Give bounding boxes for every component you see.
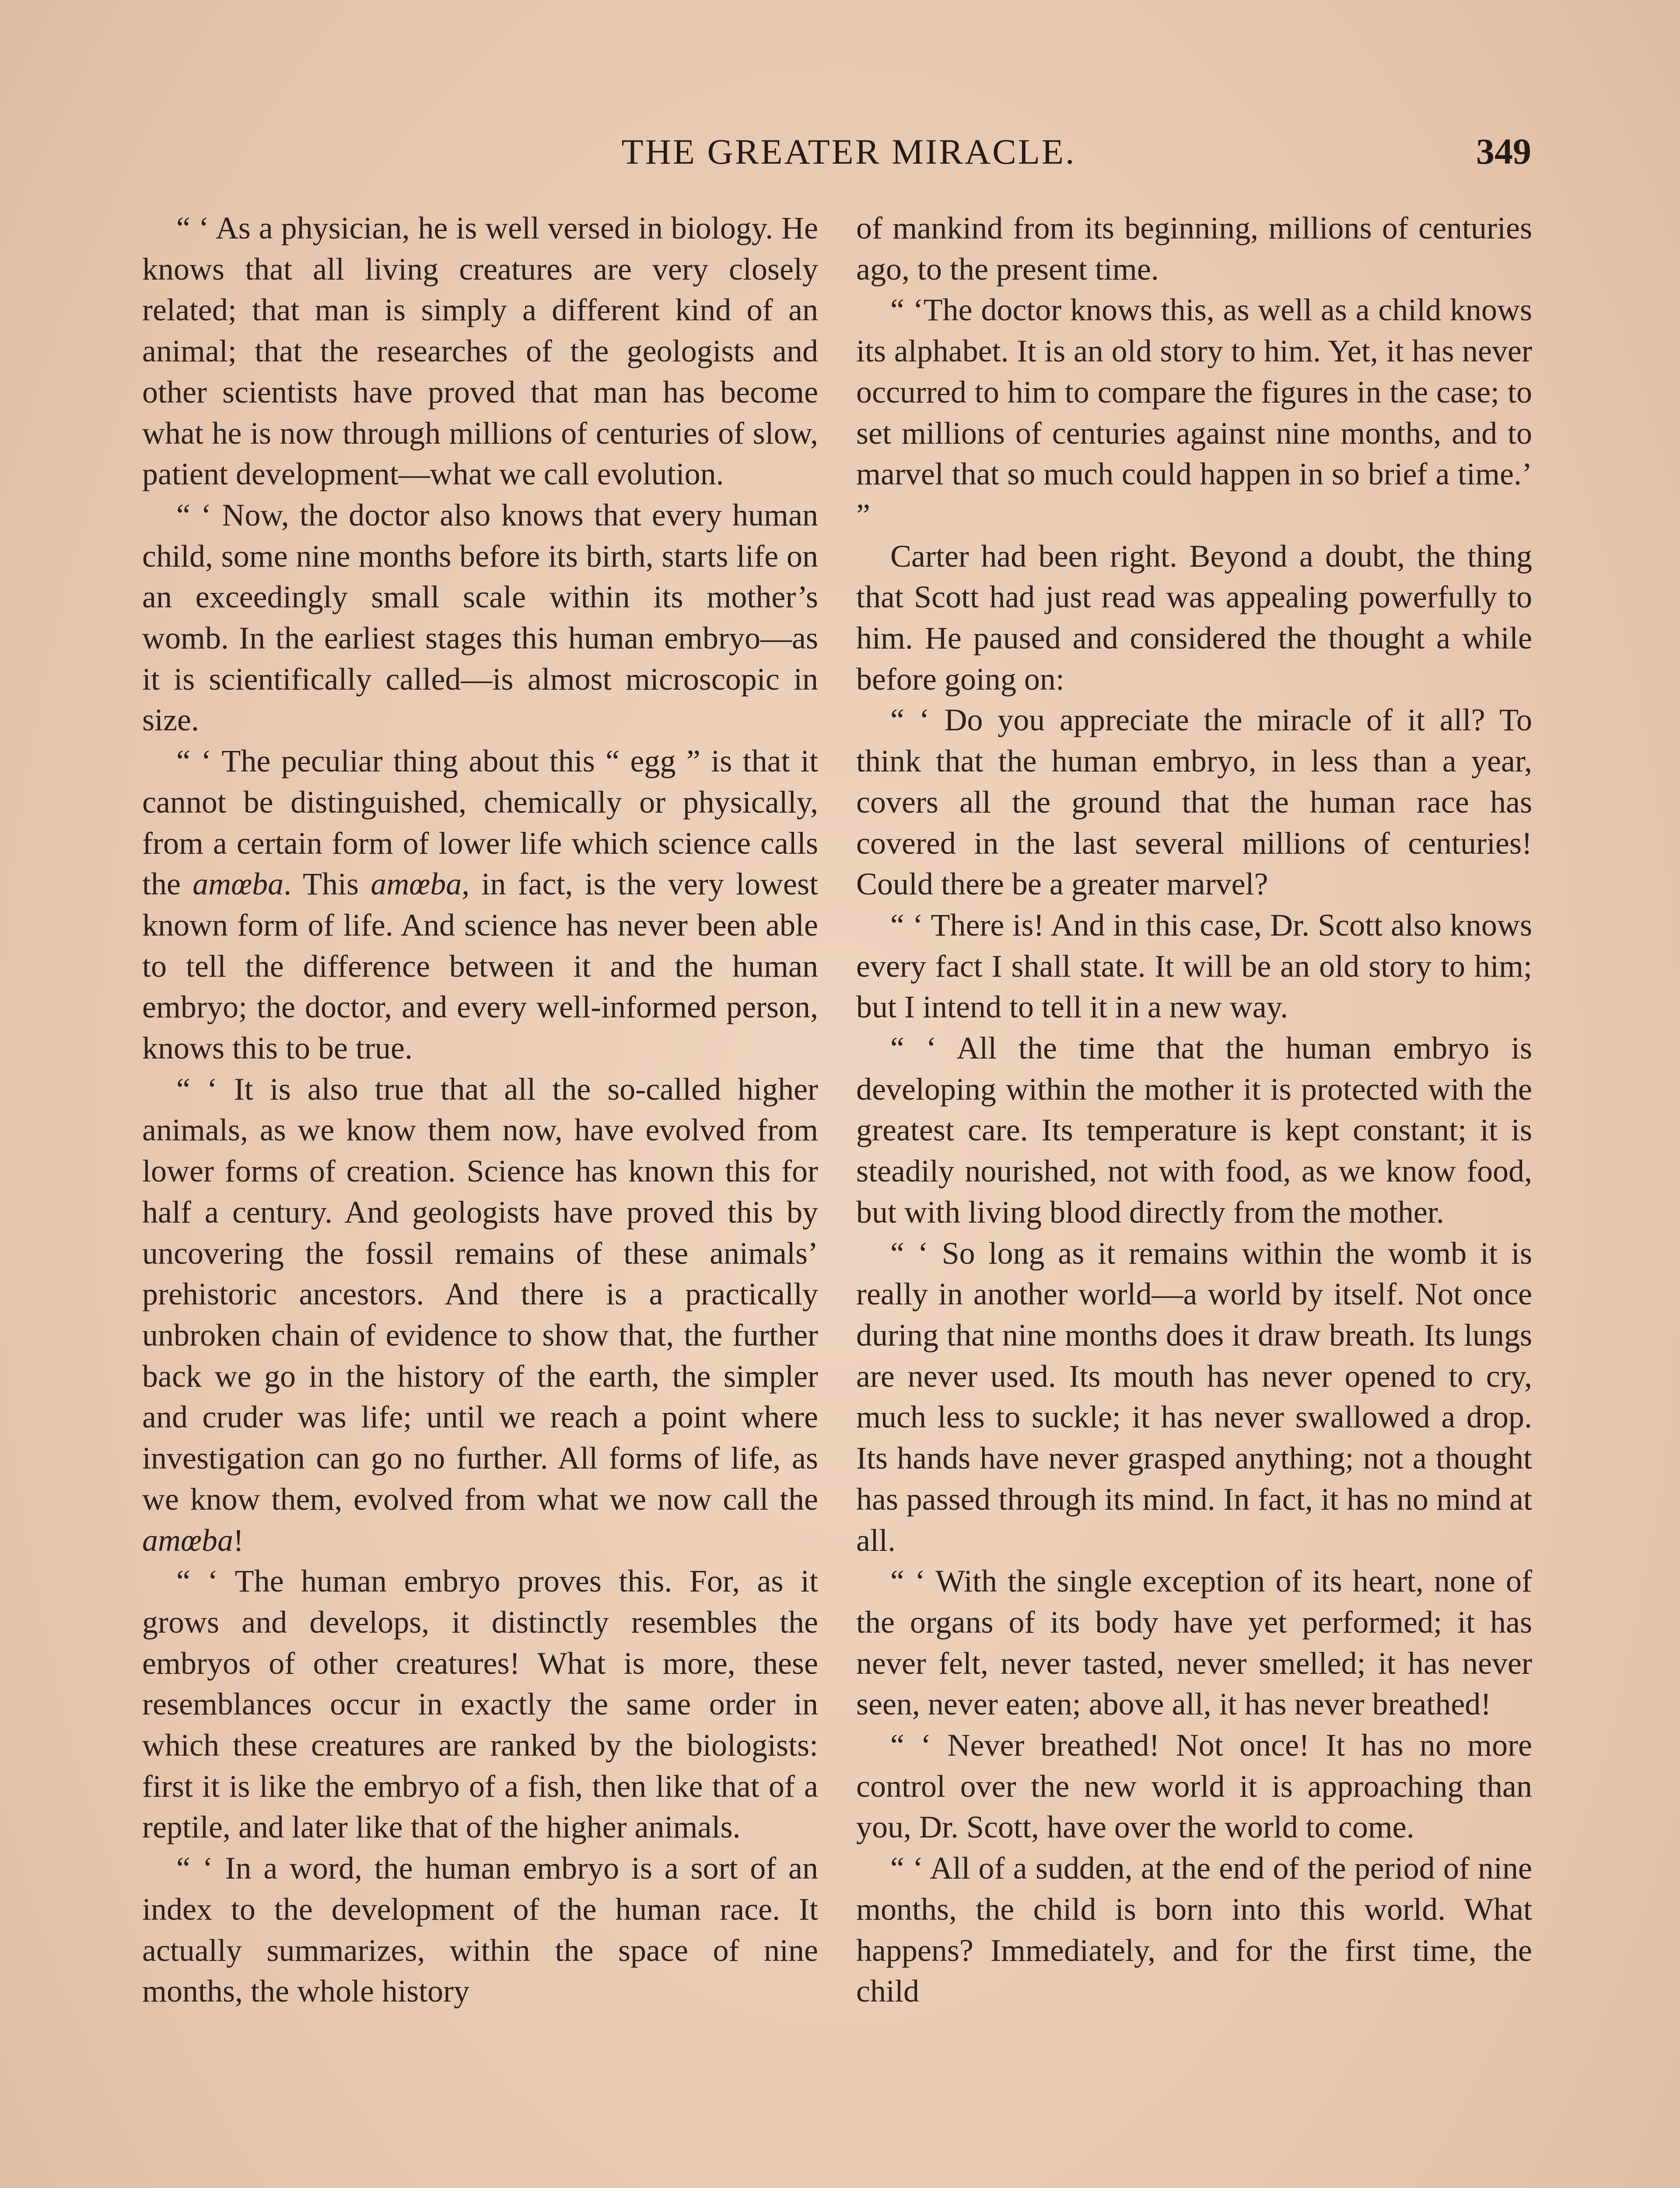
paragraph: “ ‘ In a word, the human embryo is a sort of an index to the development of the human race. It actually summarizes, within the space of nine months, the whole history <box>142 1851 818 2009</box>
paragraph: “ ‘ Now, the doctor also knows that every human child, some nine months before its birth, starts life on an exceedingly small scale within its mother’s womb. In the earliest stages this human embryo—as it is scientifically called—is almost microscopic in size. <box>142 497 818 738</box>
paragraph: “ ‘ All of a sudden, at the end of the period of nine months, the child is born into this world. What happens? Immediately, and for the first time, the child <box>856 1851 1532 2009</box>
paragraph: “ ‘ It is also true that all the so-called higher animals, as we know them now, have evolved from lower forms of creation. Science has known this for half a century. And geologists have proved this by uncovering the fossil remains of these animals’ prehistoric ancestors. And there is a practically unbroken chain of evidence to show that, the further back we go in the history of the earth, the simpler and cruder was life; until we reach a point where investigation can go no further. All forms of life, as we know them, evolved from what we now call the amœba! <box>142 1071 818 1558</box>
paragraph-continued: of mankind from its beginning, millions of centuries ago, to the present time. <box>856 210 1532 287</box>
right-column <box>856 208 1532 2012</box>
paragraph: “ ‘ As a physician, he is well versed in biology. He knows that all living creatures are very closely related; that man is simply a different kind of an animal; that the researches of the geologists and other scientists have proved that man has become what he is now through millions of centuries of slow, patient development—what we call evolution. <box>142 210 818 492</box>
paragraph: “ ‘ Do you appreciate the miracle of it all? To think that the human embryo, in less than a year, covers all the ground that the human race has covered in the last several millions of centuries! Could there be a greater marvel? <box>856 702 1532 902</box>
paragraph: “ ‘The doctor knows this, as well as a child knows its alphabet. It is an old story to him. Yet, it has never occurred to him to compare the figures in the case; to set millions of centuries against nine months, and to marvel that so much could happen in so brief a time.’ ” <box>856 292 1532 533</box>
paragraph: “ ‘ So long as it remains within the womb it is really in another world—a world by itself. Not once during that nine months does it draw breath. Its lungs are never used. Its mouth has never opened to cry, much less to suckle; it has never swallowed a drop. Its hands have never grasped anything; not a thought has passed through its mind. In fact, it has no mind at all. <box>856 1235 1532 1558</box>
paragraph: “ ‘ All the time that the human embryo is developing within the mother it is protected with the greatest care. Its temperature is kept constant; it is steadily nourished, not with food, as we know food, but with living blood directly from the mother. <box>856 1031 1532 1230</box>
paragraph: “ ‘ With the single exception of its heart, none of the organs of its body have yet performed; it has never felt, never tasted, never smelled; it has never seen, never eaten; above all, it has never breathed! <box>856 1564 1532 1722</box>
paragraph: “ ‘ The peculiar thing about this “ egg ” is that it cannot be distinguished, chemically or physically, from a certain form of lower life which science calls the amœba. This amœba, in fact, is the very lowest known form of life. And science has never been able to tell the difference between it and the human embryo; the doctor, and every well-informed person, knows this to be true. <box>142 743 818 1066</box>
left-column <box>142 208 818 2012</box>
paragraph: “ ‘ There is! And in this case, Dr. Scott also knows every fact I shall state. It will be an old story to him; but I intend to tell it in a new way. <box>856 907 1532 1025</box>
paragraph: “ ‘ The human embryo proves this. For, as it grows and develops, it distinctly resembles the embryos of other creatures! What is more, these resemblances occur in exactly the same order in which these creatures are ranked by the biologists: first it is like the embryo of a fish, then like that of a reptile, and later like that of the higher animals. <box>142 1564 818 1845</box>
page-number: 349 <box>1476 131 1531 172</box>
paragraph: “ ‘ Never breathed! Not once! It has no more control over the new world it is approaching than you, Dr. Scott, have over the world to come. <box>856 1728 1532 1845</box>
running-title: THE GREATER MIRACLE. <box>621 132 1076 172</box>
paragraph: Carter had been right. Beyond a doubt, the thing that Scott had just read was appealing powerfully to him. He paused and considered the thought a while before going on: <box>856 538 1532 697</box>
